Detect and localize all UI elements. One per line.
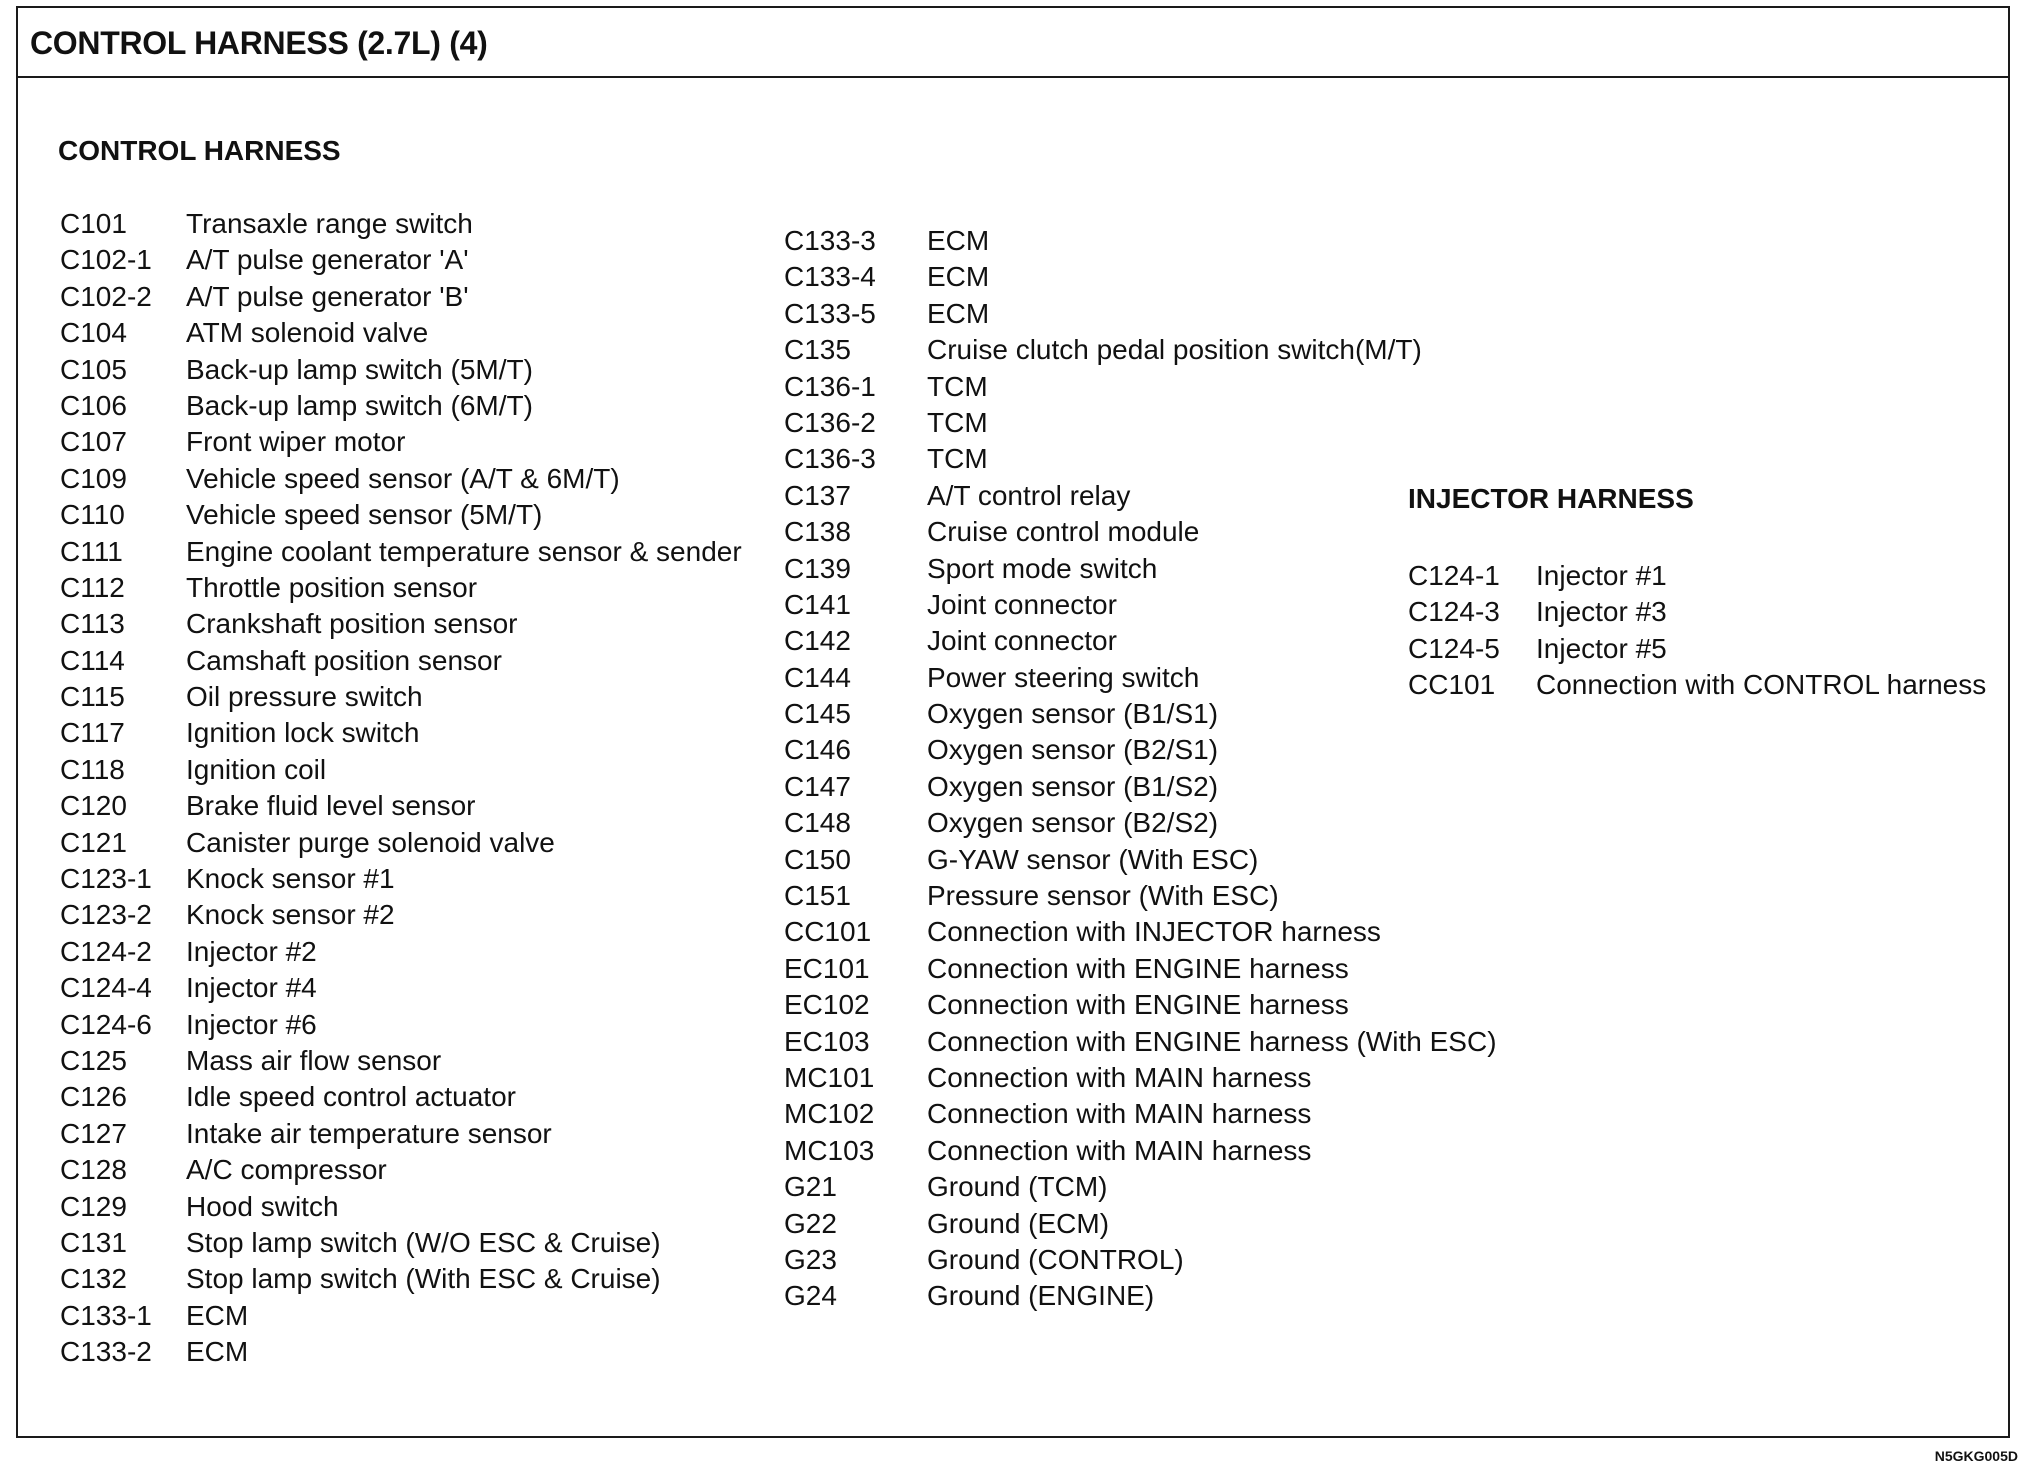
connector-code: G21 bbox=[784, 1171, 837, 1203]
connector-description: Connection with MAIN harness bbox=[927, 1061, 1312, 1093]
connector-code: EC102 bbox=[784, 989, 870, 1021]
connector-code: C148 bbox=[784, 807, 851, 839]
connector-code: MC103 bbox=[784, 1134, 875, 1166]
connector-description: ECM bbox=[186, 1299, 249, 1331]
connector-code: MC102 bbox=[784, 1098, 875, 1130]
connector-code: CC101 bbox=[1408, 669, 1496, 701]
connector-code: C127 bbox=[60, 1117, 127, 1149]
connector-description: Connection with INJECTOR harness bbox=[927, 916, 1381, 948]
connector-code: C128 bbox=[60, 1154, 127, 1186]
connector-code: MC101 bbox=[784, 1061, 875, 1093]
connector-description: Back-up lamp switch (6M/T) bbox=[186, 389, 533, 421]
connector-code: EC101 bbox=[784, 952, 870, 984]
connector-code: C131 bbox=[60, 1226, 127, 1258]
connector-description: Engine coolant temperature sensor & sender bbox=[186, 535, 742, 567]
connector-code: C137 bbox=[784, 479, 851, 511]
connector-description: Knock sensor #2 bbox=[186, 899, 395, 931]
connector-description: G-YAW sensor (With ESC) bbox=[927, 843, 1259, 875]
connector-code: C133-3 bbox=[784, 225, 876, 256]
connector-description: Back-up lamp switch (5M/T) bbox=[186, 353, 533, 385]
connector-code: C138 bbox=[784, 516, 851, 548]
connector-description: Joint connector bbox=[927, 625, 1117, 657]
connector-description: Knock sensor #1 bbox=[186, 863, 395, 895]
connector-description: Connection with MAIN harness bbox=[927, 1098, 1312, 1130]
connector-code: C111 bbox=[60, 535, 123, 567]
connector-description: Injector #4 bbox=[186, 972, 317, 1004]
injector-harness-heading: INJECTOR HARNESS bbox=[1408, 483, 1694, 514]
connector-description: Connection with MAIN harness bbox=[927, 1134, 1312, 1166]
connector-description: ECM bbox=[186, 1336, 249, 1368]
connector-description: Vehicle speed sensor (5M/T) bbox=[186, 499, 543, 531]
connector-description: Oxygen sensor (B1/S1) bbox=[927, 698, 1219, 730]
connector-code: C144 bbox=[784, 661, 851, 693]
connector-description: Joint connector bbox=[927, 588, 1117, 620]
connector-description: TCM bbox=[927, 370, 988, 402]
connector-description: A/T pulse generator 'A' bbox=[186, 244, 469, 276]
connector-description: Pressure sensor (With ESC) bbox=[927, 880, 1279, 912]
connector-description: Mass air flow sensor bbox=[186, 1044, 442, 1076]
connector-description: Canister purge solenoid valve bbox=[186, 826, 555, 858]
connector-code: C117 bbox=[60, 717, 125, 749]
connector-code: C126 bbox=[60, 1081, 127, 1113]
connector-description: Ground (CONTROL) bbox=[927, 1243, 1184, 1275]
connector-code: C125 bbox=[60, 1044, 127, 1076]
connector-code: C133-1 bbox=[60, 1299, 152, 1331]
connector-description: Sport mode switch bbox=[927, 552, 1158, 584]
connector-description: A/T control relay bbox=[927, 479, 1131, 511]
connector-code: C129 bbox=[60, 1190, 127, 1222]
connector-code: C136-1 bbox=[784, 370, 876, 402]
connector-code: C124-2 bbox=[60, 935, 152, 967]
connector-description: Oil pressure switch bbox=[186, 681, 423, 713]
connector-code: C136-3 bbox=[784, 443, 876, 475]
connector-description: Oxygen sensor (B1/S2) bbox=[927, 770, 1219, 802]
connector-code: C106 bbox=[60, 389, 127, 421]
connector-description: Stop lamp switch (W/O ESC & Cruise) bbox=[186, 1226, 661, 1258]
connector-description: Injector #6 bbox=[186, 1008, 317, 1040]
connector-description: Ground (TCM) bbox=[927, 1171, 1108, 1203]
figure-code: N5GKG005D bbox=[1934, 1448, 2018, 1464]
connector-code: C123-2 bbox=[60, 899, 152, 931]
connector-description: A/T pulse generator 'B' bbox=[186, 280, 469, 312]
connector-code: C120 bbox=[60, 790, 127, 822]
connector-description: ECM bbox=[927, 297, 990, 329]
control-harness-heading: CONTROL HARNESS bbox=[58, 135, 341, 166]
connector-description: Oxygen sensor (B2/S2) bbox=[927, 807, 1219, 839]
connector-description: Connection with ENGINE harness (With ESC) bbox=[927, 1025, 1497, 1057]
connector-code: C124-3 bbox=[1408, 596, 1500, 628]
connector-description: Camshaft position sensor bbox=[186, 644, 502, 676]
connector-code: C135 bbox=[784, 334, 851, 366]
connector-code: C105 bbox=[60, 353, 127, 385]
connector-description: Transaxle range switch bbox=[186, 208, 473, 239]
connector-code: C115 bbox=[60, 681, 125, 713]
connector-description: Ground (ENGINE) bbox=[927, 1280, 1155, 1312]
connector-code: C141 bbox=[784, 588, 851, 620]
connector-description: Idle speed control actuator bbox=[186, 1081, 516, 1113]
connector-code: C113 bbox=[60, 608, 125, 640]
connector-description: Connection with ENGINE harness bbox=[927, 952, 1349, 984]
connector-code: C139 bbox=[784, 552, 851, 584]
connector-description: ECM bbox=[927, 261, 990, 293]
connector-description: Injector #5 bbox=[1536, 632, 1667, 664]
connector-code: C102-2 bbox=[60, 280, 152, 312]
connector-code: C133-4 bbox=[784, 261, 876, 293]
connector-description: Injector #2 bbox=[186, 935, 317, 967]
connector-code: C104 bbox=[60, 317, 127, 349]
connector-description: ECM bbox=[927, 225, 990, 256]
connector-code: C145 bbox=[784, 698, 851, 730]
connector-description: Ground (ECM) bbox=[927, 1207, 1110, 1239]
connector-code: C124-6 bbox=[60, 1008, 152, 1040]
connector-code: C124-4 bbox=[60, 972, 152, 1004]
connector-code: C110 bbox=[60, 499, 125, 531]
connector-code: C147 bbox=[784, 770, 851, 802]
connector-description: Hood switch bbox=[186, 1190, 339, 1222]
connector-code: C150 bbox=[784, 843, 851, 875]
connector-description: Ignition coil bbox=[186, 753, 327, 785]
connector-code: EC103 bbox=[784, 1025, 870, 1057]
connector-code: C123-1 bbox=[60, 863, 152, 895]
connector-code: C101 bbox=[60, 208, 127, 239]
connector-code: C133-2 bbox=[60, 1336, 152, 1368]
connector-description: Injector #3 bbox=[1536, 596, 1667, 628]
connector-code: G24 bbox=[784, 1280, 837, 1312]
connector-code: C136-2 bbox=[784, 406, 876, 438]
connector-code: C109 bbox=[60, 462, 127, 494]
connector-description: Front wiper motor bbox=[186, 426, 406, 458]
connector-code: C118 bbox=[60, 753, 125, 785]
connector-description: Stop lamp switch (With ESC & Cruise) bbox=[186, 1263, 661, 1295]
connector-code: C133-5 bbox=[784, 297, 876, 329]
page-title: CONTROL HARNESS (2.7L) (4) bbox=[30, 25, 488, 61]
connector-description: Brake fluid level sensor bbox=[186, 790, 476, 822]
connector-code: C142 bbox=[784, 625, 851, 657]
connector-description: Vehicle speed sensor (A/T & 6M/T) bbox=[186, 462, 620, 494]
document-frame bbox=[16, 6, 2010, 1438]
connector-description: Connection with CONTROL harness bbox=[1536, 669, 1987, 701]
connector-description: Oxygen sensor (B2/S1) bbox=[927, 734, 1219, 766]
connector-description: TCM bbox=[927, 443, 988, 475]
connector-description: Cruise clutch pedal position switch(M/T) bbox=[927, 334, 1422, 366]
connector-code: C146 bbox=[784, 734, 851, 766]
connector-code: C112 bbox=[60, 571, 125, 603]
connector-description: A/C compressor bbox=[186, 1154, 387, 1186]
connector-description: Cruise control module bbox=[927, 516, 1200, 548]
connector-code: C121 bbox=[60, 826, 127, 858]
connector-code: G23 bbox=[784, 1243, 837, 1275]
connector-description: Throttle position sensor bbox=[186, 571, 478, 603]
connector-code: G22 bbox=[784, 1207, 837, 1239]
connector-code: C151 bbox=[784, 880, 851, 912]
connector-description: Injector #1 bbox=[1536, 560, 1667, 591]
connector-code: C102-1 bbox=[60, 244, 152, 276]
connector-code: C132 bbox=[60, 1263, 127, 1295]
connector-description: ATM solenoid valve bbox=[186, 317, 429, 349]
connector-code: C124-1 bbox=[1408, 560, 1500, 591]
connector-description: Ignition lock switch bbox=[186, 717, 420, 749]
connector-description: Crankshaft position sensor bbox=[186, 608, 518, 640]
connector-code: C107 bbox=[60, 426, 127, 458]
connector-description: Power steering switch bbox=[927, 661, 1200, 693]
connector-code: C124-5 bbox=[1408, 632, 1500, 664]
connector-description: Connection with ENGINE harness bbox=[927, 989, 1349, 1021]
connector-code: CC101 bbox=[784, 916, 872, 948]
title-bar bbox=[18, 8, 2008, 78]
connector-description: Intake air temperature sensor bbox=[186, 1117, 552, 1149]
connector-description: TCM bbox=[927, 406, 988, 438]
connector-code: C114 bbox=[60, 644, 125, 676]
